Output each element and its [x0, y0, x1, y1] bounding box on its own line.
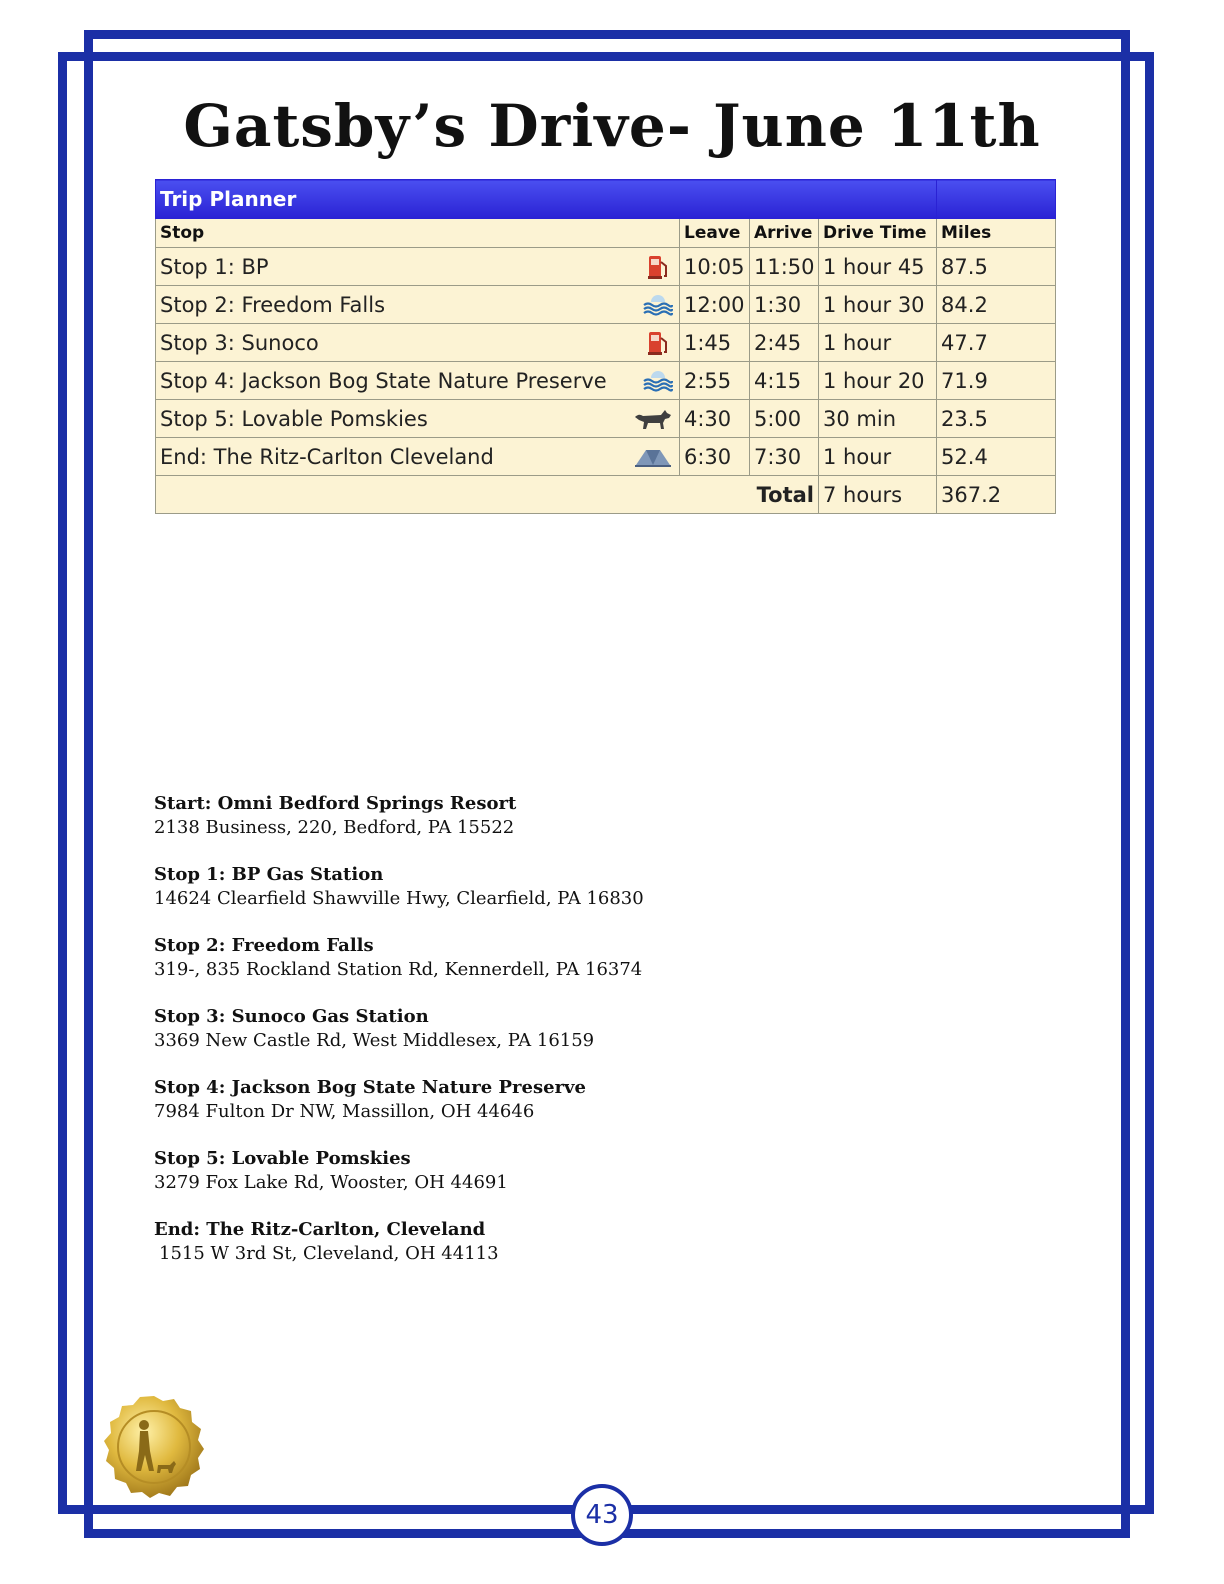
arrive-time: 1:30 — [750, 286, 819, 324]
leave-time: 12:00 — [680, 286, 750, 324]
miles: 52.4 — [937, 438, 1056, 476]
location-name: Stop 4: Jackson Bog State Nature Preserve — [154, 1077, 586, 1098]
header-leave: Leave — [680, 219, 750, 248]
gas-pump-icon — [643, 330, 673, 356]
location-address: 1515 W 3rd St, Cleveland, OH 44113 — [159, 1243, 499, 1264]
drive-time: 1 hour — [819, 438, 937, 476]
list-item — [154, 1076, 854, 1147]
arrive-time: 7:30 — [750, 438, 819, 476]
header-drive-time: Drive Time — [819, 219, 937, 248]
total-label: Total — [156, 476, 819, 514]
water-icon — [643, 292, 673, 318]
header-stop: Stop — [156, 219, 680, 248]
location-name: Stop 2: Freedom Falls — [154, 935, 374, 956]
leave-time: 6:30 — [680, 438, 750, 476]
address-list — [154, 792, 854, 1289]
miles: 87.5 — [937, 248, 1056, 286]
tent-icon — [633, 444, 673, 470]
drive-time: 1 hour 45 — [819, 248, 937, 286]
location-address: 3279 Fox Lake Rd, Wooster, OH 44691 — [154, 1172, 508, 1193]
page-number: 43 — [571, 1484, 633, 1546]
drive-time: 30 min — [819, 400, 937, 438]
leave-time: 4:30 — [680, 400, 750, 438]
arrive-time: 5:00 — [750, 400, 819, 438]
stop-name: Stop 2: Freedom Falls — [160, 292, 386, 317]
total-row — [156, 476, 1056, 514]
drive-time: 1 hour 30 — [819, 286, 937, 324]
leave-time: 1:45 — [680, 324, 750, 362]
location-address: 14624 Clearfield Shawville Hwy, Clearfield, PA 16830 — [154, 888, 644, 909]
dog-icon — [633, 406, 673, 432]
trip-planner-table — [155, 179, 1056, 514]
location-name: Stop 1: BP Gas Station — [154, 864, 384, 885]
table-row — [156, 286, 1056, 324]
header-miles: Miles — [937, 219, 1056, 248]
miles: 47.7 — [937, 324, 1056, 362]
stop-name: Stop 1: BP — [160, 254, 269, 279]
leave-time: 10:05 — [680, 248, 750, 286]
leave-time: 2:55 — [680, 362, 750, 400]
column-headers — [156, 219, 1056, 248]
arrive-time: 11:50 — [750, 248, 819, 286]
arrive-time: 2:45 — [750, 324, 819, 362]
drive-time: 1 hour 20 — [819, 362, 937, 400]
list-item — [154, 1005, 854, 1076]
location-address: 319-, 835 Rockland Station Rd, Kennerdell, PA 16374 — [154, 959, 643, 980]
header-arrive: Arrive — [750, 219, 819, 248]
arrive-time: 4:15 — [750, 362, 819, 400]
table-row — [156, 362, 1056, 400]
list-item — [154, 863, 854, 934]
page-title: Gatsby’s Drive- June 11th — [183, 92, 1041, 160]
stop-name: Stop 5: Lovable Pomskies — [160, 406, 428, 431]
miles: 71.9 — [937, 362, 1056, 400]
table-row — [156, 438, 1056, 476]
location-name: Stop 5: Lovable Pomskies — [154, 1148, 411, 1169]
trip-planner-title: Trip Planner — [156, 180, 937, 219]
table-row — [156, 400, 1056, 438]
location-address: 2138 Business, 220, Bedford, PA 15522 — [154, 817, 515, 838]
total-miles: 367.2 — [937, 476, 1056, 514]
location-name: Start: Omni Bedford Springs Resort — [154, 793, 517, 814]
drive-time: 1 hour — [819, 324, 937, 362]
list-item — [154, 934, 854, 1005]
gold-seal-icon — [100, 1393, 208, 1501]
table-row — [156, 324, 1056, 362]
stop-name: Stop 3: Sunoco — [160, 330, 319, 355]
miles: 23.5 — [937, 400, 1056, 438]
total-drive-time: 7 hours — [819, 476, 937, 514]
water-icon — [643, 368, 673, 394]
trip-planner-header — [156, 180, 1056, 219]
stop-name: End: The Ritz-Carlton Cleveland — [160, 444, 494, 469]
list-item — [154, 792, 854, 863]
location-address: 3369 New Castle Rd, West Middlesex, PA 16159 — [154, 1030, 595, 1051]
list-item — [154, 1218, 854, 1289]
table-row — [156, 248, 1056, 286]
gas-pump-icon — [643, 254, 673, 280]
location-name: End: The Ritz-Carlton, Cleveland — [154, 1219, 486, 1240]
list-item — [154, 1147, 854, 1218]
miles: 84.2 — [937, 286, 1056, 324]
location-address: 7984 Fulton Dr NW, Massillon, OH 44646 — [154, 1101, 535, 1122]
location-name: Stop 3: Sunoco Gas Station — [154, 1006, 429, 1027]
stop-name: Stop 4: Jackson Bog State Nature Preserve — [160, 368, 607, 393]
